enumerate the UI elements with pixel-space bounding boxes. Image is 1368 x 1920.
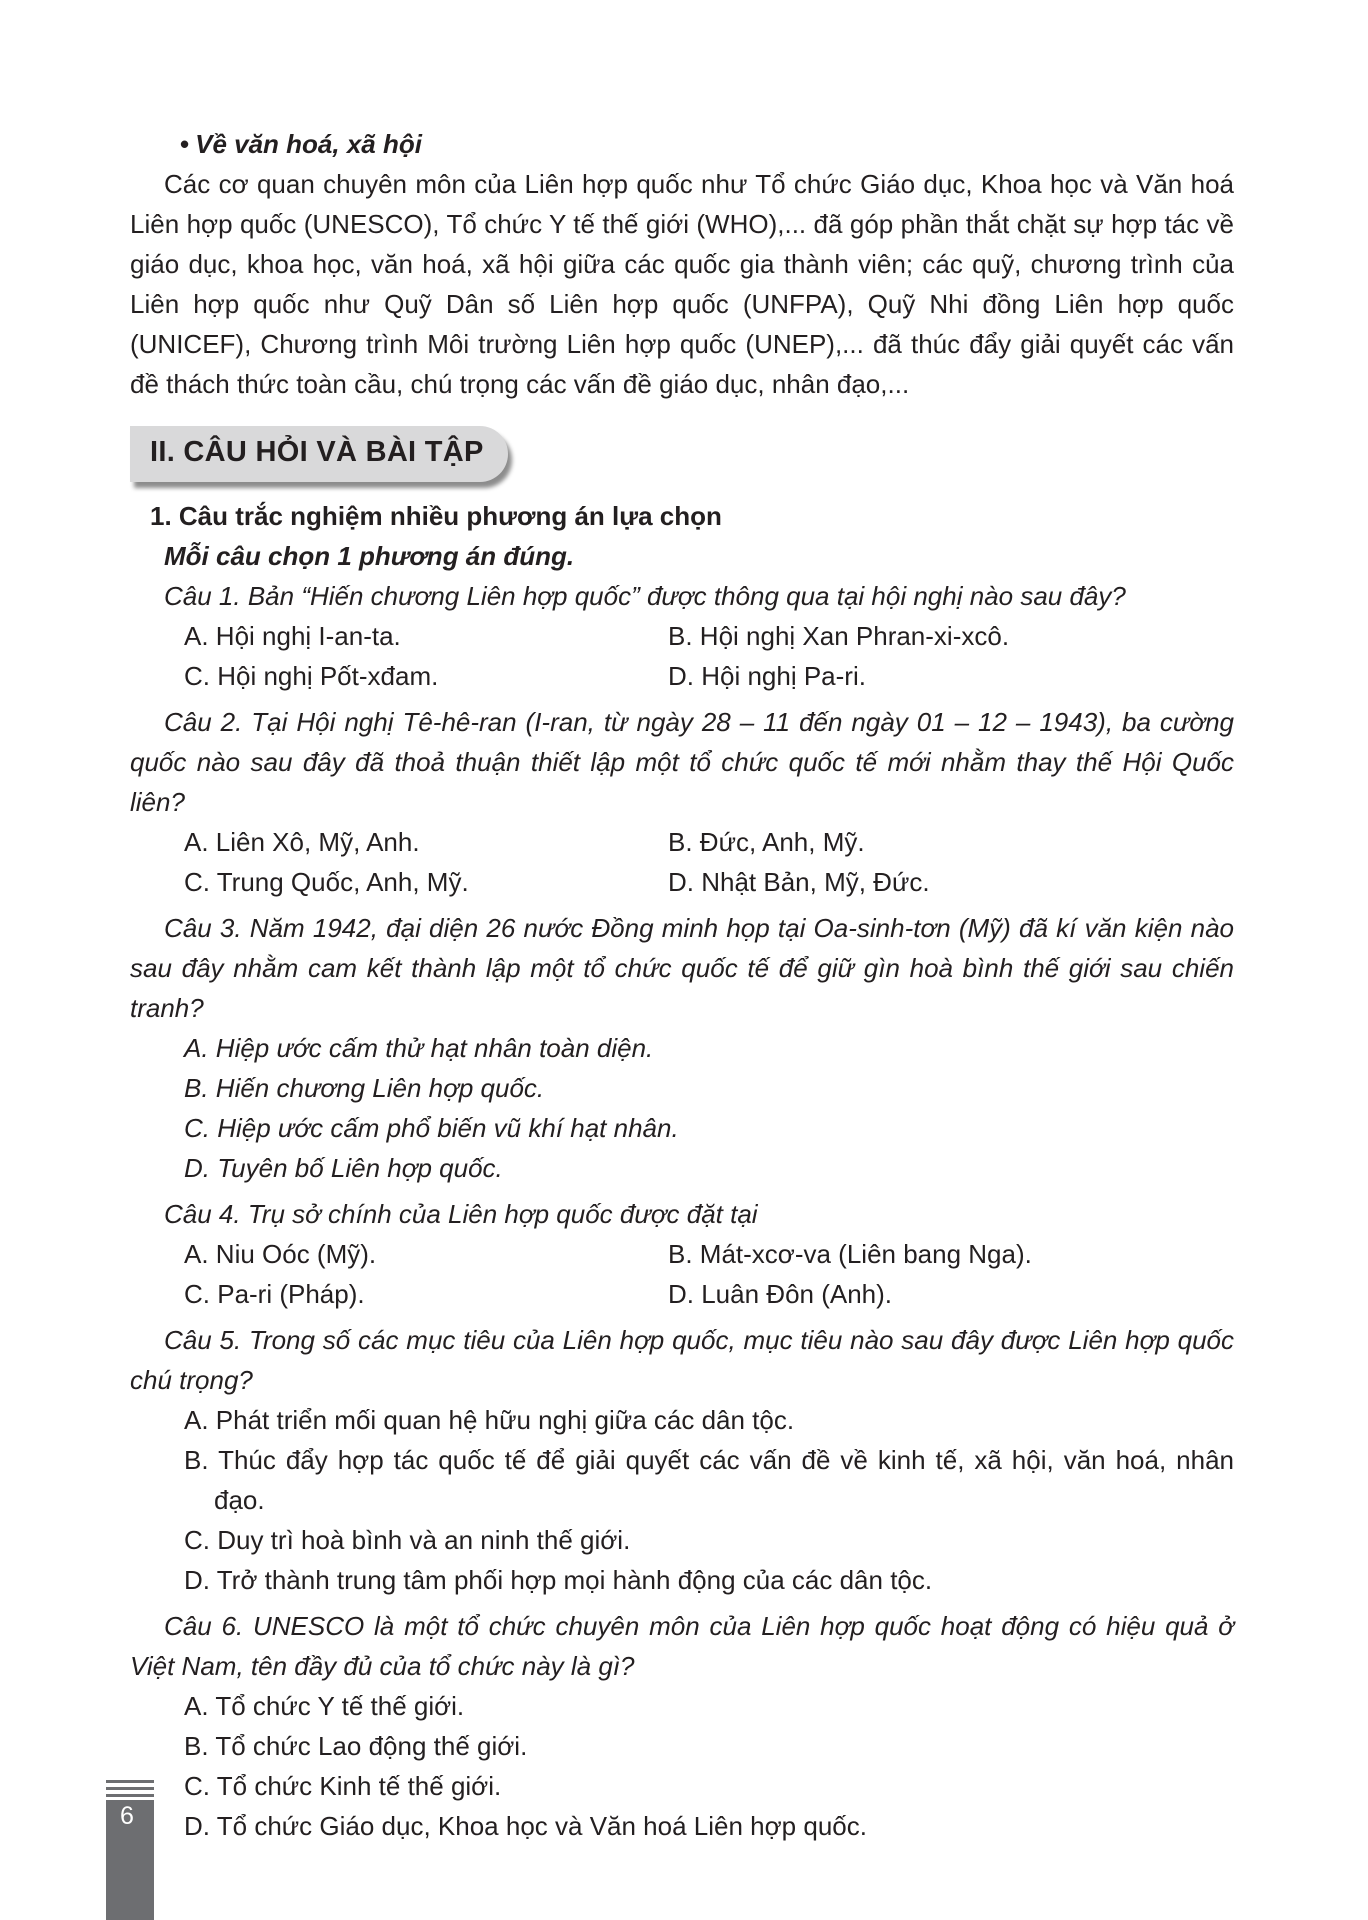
question-3-stem: Câu 3. Năm 1942, đại diện 26 nước Đồng minh họp tại Oa-sinh-tơn (Mỹ) đã kí văn kiện nào sau đây nhằm cam kết thành lập một tổ chức quốc tế để giữ gìn hoà bình thế giới sau chiến tranh? bbox=[130, 913, 1234, 1023]
option: B. Hiến chương Liên hợp quốc. bbox=[184, 1073, 545, 1103]
intro-paragraph: Các cơ quan chuyên môn của Liên hợp quốc như Tổ chức Giáo dục, Khoa học và Văn hoá Liên hợp quốc (UNESCO), Tổ chức Y tế thế giới (WHO),... đã góp phần thắt chặt sự hợp tác về giáo dục, khoa học, văn hoá, xã hội giữa các quốc gia thành viên; các quỹ, chương trình của Liên hợp quốc như Quỹ Dân số Liên hợp quốc (UNFPA), Quỹ Nhi đồng Liên hợp quốc (UNICEF), Chương trình Môi trường Liên hợp quốc (UNEP),... đã thúc đẩy giải quyết các vấn đề thách thức toàn cầu, chú trọng các vấn đề giáo dục, nhân đạo,... bbox=[130, 169, 1234, 399]
page-tab-lines bbox=[106, 1780, 154, 1801]
option: B. Tổ chức Lao động thế giới. bbox=[184, 1731, 528, 1761]
question-2-options bbox=[184, 822, 1234, 902]
intro-heading bbox=[180, 124, 1234, 164]
option: D. Trở thành trung tâm phối hợp mọi hành động của các dân tộc. bbox=[184, 1565, 933, 1595]
section-title-tab bbox=[130, 426, 508, 482]
intro-section bbox=[130, 124, 1234, 404]
option: C. Pa-ri (Pháp). bbox=[184, 1279, 365, 1309]
bullet-icon: • bbox=[180, 129, 190, 159]
question-6-options bbox=[184, 1686, 1234, 1846]
question-1-stem: Câu 1. Bản “Hiến chương Liên hợp quốc” được thông qua tại hội nghị nào sau đây? bbox=[164, 581, 1126, 611]
option: D. Tuyên bố Liên hợp quốc. bbox=[184, 1153, 503, 1183]
option: C. Trung Quốc, Anh, Mỹ. bbox=[184, 867, 469, 897]
intro-heading-text: Về văn hoá, xã hội bbox=[195, 129, 422, 159]
option: C. Tổ chức Kinh tế thế giới. bbox=[184, 1771, 502, 1801]
option: B. Hội nghị Xan Phran-xi-xcô. bbox=[668, 621, 1010, 651]
question-6-stem: Câu 6. UNESCO là một tổ chức chuyên môn của Liên hợp quốc hoạt động có hiệu quả ở Việt Nam, tên đầy đủ của tổ chức này là gì? bbox=[130, 1611, 1234, 1681]
divider bbox=[106, 1794, 154, 1797]
option: D. Luân Đôn (Anh). bbox=[668, 1279, 893, 1309]
question-4-options bbox=[184, 1234, 1234, 1314]
question-3-options bbox=[184, 1028, 1234, 1188]
option: B. Đức, Anh, Mỹ. bbox=[668, 827, 865, 857]
question-1-options bbox=[184, 616, 1234, 696]
option: A. Hiệp ước cấm thử hạt nhân toàn diện. bbox=[184, 1033, 654, 1063]
option: A. Tổ chức Y tế thế giới. bbox=[184, 1691, 465, 1721]
option: B. Mát-xcơ-va (Liên bang Nga). bbox=[668, 1239, 1032, 1269]
question-5-options bbox=[184, 1400, 1234, 1600]
questions-section bbox=[130, 496, 1234, 1846]
page-number-tab bbox=[106, 1800, 154, 1920]
option: C. Hiệp ước cấm phổ biến vũ khí hạt nhân. bbox=[184, 1113, 679, 1143]
divider bbox=[106, 1787, 154, 1790]
question-5-stem: Câu 5. Trong số các mục tiêu của Liên hợp quốc, mục tiêu nào sau đây được Liên hợp quốc chú trọng? bbox=[130, 1325, 1234, 1395]
option: A. Phát triển mối quan hệ hữu nghị giữa các dân tộc. bbox=[184, 1405, 795, 1435]
sub-heading: 1. Câu trắc nghiệm nhiều phương án lựa chọn bbox=[150, 501, 722, 531]
section-title: II. CÂU HỎI VÀ BÀI TẬP bbox=[150, 436, 484, 468]
option: C. Hội nghị Pốt-xđam. bbox=[184, 661, 439, 691]
option: A. Liên Xô, Mỹ, Anh. bbox=[184, 827, 420, 857]
divider bbox=[106, 1780, 154, 1783]
question-4-stem: Câu 4. Trụ sở chính của Liên hợp quốc được đặt tại bbox=[164, 1199, 758, 1229]
option: D. Nhật Bản, Mỹ, Đức. bbox=[668, 867, 930, 897]
option: D. Tổ chức Giáo dục, Khoa học và Văn hoá Liên hợp quốc. bbox=[184, 1811, 867, 1841]
page-number: 6 bbox=[120, 1802, 134, 1830]
instruction: Mỗi câu chọn 1 phương án đúng. bbox=[164, 541, 575, 571]
option: A. Hội nghị I-an-ta. bbox=[184, 621, 401, 651]
option: B. Thúc đẩy hợp tác quốc tế để giải quyết các vấn đề về kinh tế, xã hội, văn hoá, nhân đạo. bbox=[184, 1445, 1234, 1515]
question-2-stem: Câu 2. Tại Hội nghị Tê-hê-ran (I-ran, từ ngày 28 – 11 đến ngày 01 – 12 – 1943), ba cường quốc nào sau đây đã thoả thuận thiết lập một tổ chức quốc tế mới nhằm thay thế Hội Quốc liên? bbox=[130, 707, 1234, 817]
option: C. Duy trì hoà bình và an ninh thế giới. bbox=[184, 1525, 631, 1555]
option: D. Hội nghị Pa-ri. bbox=[668, 661, 866, 691]
option: A. Niu Oóc (Mỹ). bbox=[184, 1239, 377, 1269]
